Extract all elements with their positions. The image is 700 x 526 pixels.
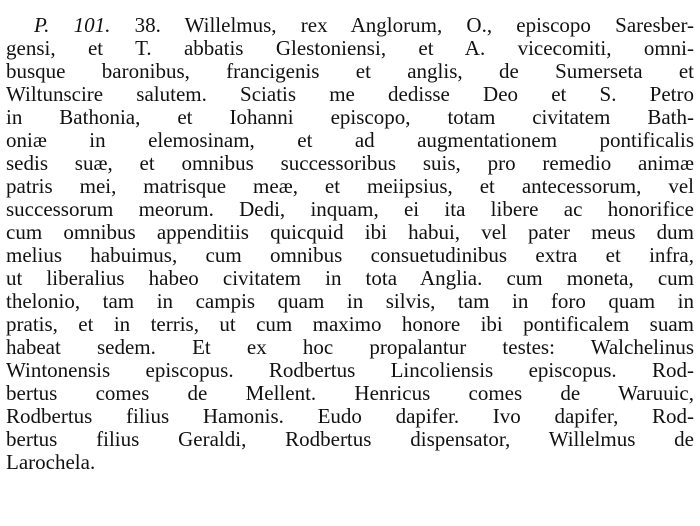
text-line: bertus comes de Mellent. Henricus comes de Waruuic, (6, 382, 694, 405)
text-line-content: 38. Willelmus, rex Anglorum, O., episcopo Saresber- (134, 14, 694, 37)
text-line: patris mei, matrisque meæ, et meiipsius, et antecessorum, vel (6, 175, 694, 198)
text-line: bertus filius Geraldi, Rodbertus dispensator, Willelmus de (6, 428, 694, 451)
text-line: successorum meorum. Dedi, inquam, ei ita libere ac honorifice (6, 198, 694, 221)
text-line: habeat sedem. Et ex hoc propalantur testes: Walchelinus (6, 336, 694, 359)
text-line (6, 14, 694, 37)
text-line: sedis suæ, et omnibus successoribus suis, pro remedio animæ (6, 152, 694, 175)
text-line: in Bathonia, et Iohanni episcopo, totam civitatem Bath- (6, 106, 694, 129)
text-line: pratis, et in terris, ut cum maximo honore ibi pontificalem suam (6, 313, 694, 336)
text-line: Larochela. (6, 451, 96, 474)
text-line: Wintonensis episcopus. Rodbertus Lincoliensis episcopus. Rod- (6, 359, 694, 382)
page-reference: P. 101. (34, 14, 111, 37)
text-line: gensi, et T. abbatis Glestoniensi, et A. vicecomiti, omni- (6, 37, 694, 60)
text-line: oniæ in elemosinam, et ad augmentationem pontificalis (6, 129, 694, 152)
text-line: ut liberalius habeo civitatem in tota Anglia. cum moneta, cum (6, 267, 694, 290)
text-line: busque baronibus, francigenis et anglis, de Sumerseta et (6, 60, 694, 83)
text-line: melius habuimus, cum omnibus consuetudinibus extra et infra, (6, 244, 694, 267)
text-line: thelonio, tam in campis quam in silvis, tam in foro quam in (6, 290, 694, 313)
text-line: cum omnibus appenditiis quicquid ibi habui, vel pater meus dum (6, 221, 694, 244)
text-line: Wiltunscire salutem. Sciatis me dedisse Deo et S. Petro (6, 83, 694, 106)
text-line: Rodbertus filius Hamonis. Eudo dapifer. Ivo dapifer, Rod- (6, 405, 694, 428)
